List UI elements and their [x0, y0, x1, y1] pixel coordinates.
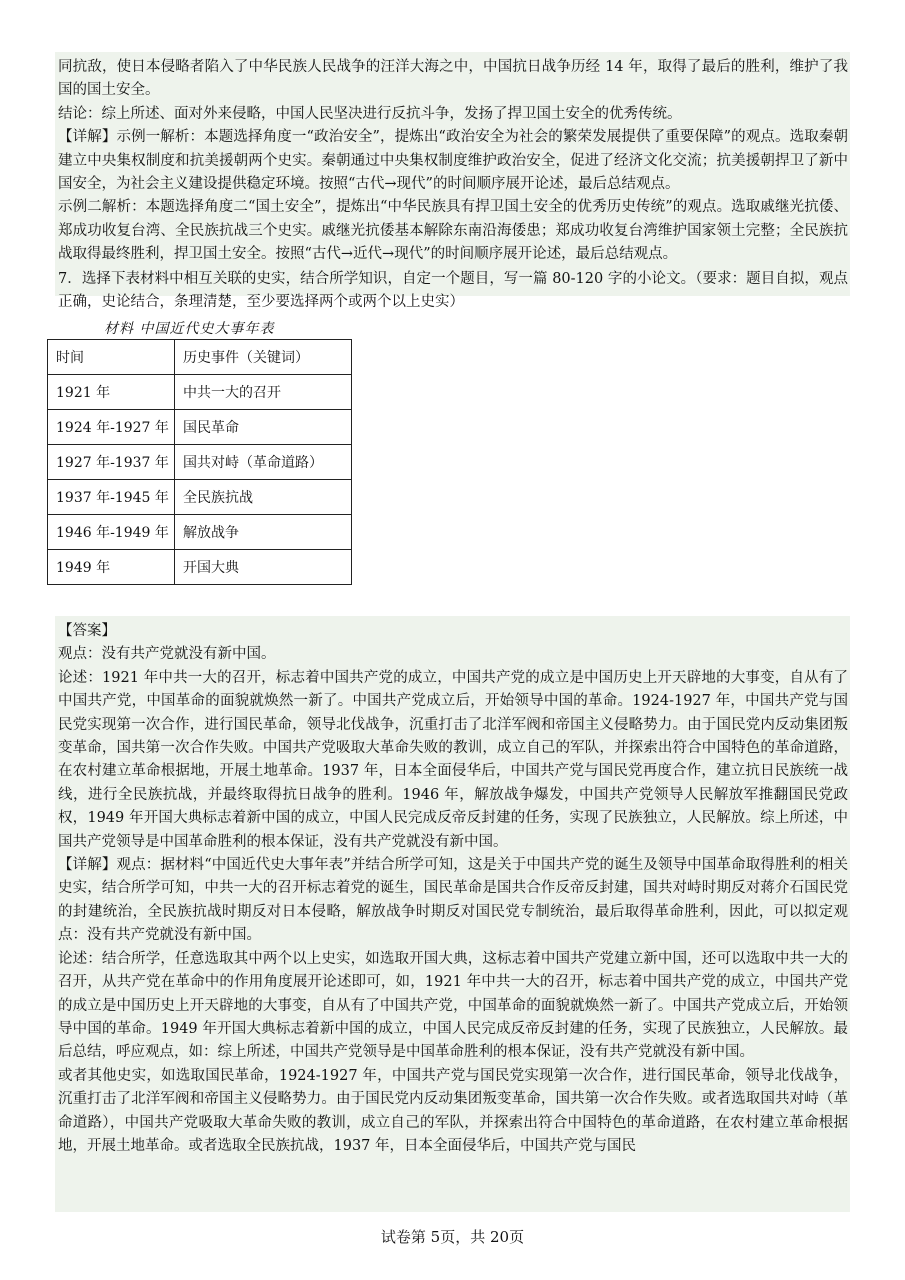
table-row	[48, 515, 352, 550]
material-title: 材料 中国近代史大事年表	[104, 321, 275, 337]
explanation-paragraph: 结论：综上所述、面对外来侵略，中国人民坚决进行反抗斗争，发扬了捍卫国土安全的优秀传统。	[58, 105, 682, 122]
table-header-cell: 时间	[48, 340, 175, 375]
table-cell-time: 1946 年-1949 年	[48, 515, 175, 550]
answer-paragraph: 【详解】观点：据材料“中国近代史大事年表”并结合所学可知，这是关于中国共产党的诞生及领导中国革命取得胜利的相关史实，结合所学可知，中共一大的召开标志着党的诞生，国民革命是国共合作反帝反封建，国共对峙时期反对蒋介石国民党的封建统治，全民族抗战时期反对日本侵略，解放战争时期反对国民党专制统治，最后取得革命胜利，因此，可以拟定观点：没有共产党就没有新中国。	[58, 857, 848, 944]
table-cell-time: 1924 年-1927 年	[48, 410, 175, 445]
table-cell-event: 国民革命	[175, 410, 352, 445]
table-cell-time: 1949 年	[48, 550, 175, 585]
answer-label: 【答案】	[58, 623, 116, 639]
table-header-row	[48, 340, 352, 375]
answer-paragraph: 论述：1921 年中共一大的召开，标志着中国共产党的成立，中国共产党的成立是中国历史上开天辟地的大事变，自从有了中国共产党，中国革命的面貌就焕然一新了。中国共产党成立后，开始领导中国的革命。1924-1927 年，中国共产党与国民党实现第一次合作，进行国民革命，领导北伐战争，沉重打击了北洋军阀和帝国主义侵略势力。由于国民党内反动集团叛变革命，国共第一次合作失败。中国共产党吸取大革命失败的教训，成立自己的军队，并探索出符合中国特色的革命道路，在农村建立革命根据地，开展土地革命。1937 年，日本全面侵华后，中国共产党与国民党再度合作，建立抗日民族统一战线，进行全民族抗战，并最终取得抗日战争的胜利。1946 年，解放战争爆发，中国共产党领导人民解放军推翻国民党政权，1949 年开国大典标志着新中国的成立，中国人民完成反帝反封建的任务，实现了民族独立，人民解放。综上所述，中国共产党领导是中国革命胜利的根本保证，没有共产党就没有新中国。	[58, 669, 848, 850]
table-cell-event: 全民族抗战	[175, 480, 352, 515]
explanation-paragraph: 示例二解析：本题选择角度二“国土安全”，提炼出“中华民族具有捍卫国土安全的优秀历史传统”的观点。选取戚继光抗倭、郑成功收复台湾、全民族抗战三个史实。戚继光抗倭基本解除东南沿海倭患；郑成功收复台湾维护国家领土完整；全民族抗战取得最终胜利，捍卫国土安全。按照“古代→近代→现代”的时间顺序展开论述，最后总结观点。	[58, 199, 848, 263]
table-cell-time: 1927 年-1937 年	[48, 445, 175, 480]
answer-paragraph: 或者其他史实，如选取国民革命，1924-1927 年，中国共产党与国民党实现第一次合作，进行国民革命，领导北伐战争，沉重打击了北洋军阀和帝国主义侵略势力。由于国民党内反动集团叛变革命，国共第一次合作失败。或者选取国共对峙（革命道路），中国共产党吸取大革命失败的教训，成立自己的军队，并探索出符合中国特色的革命道路，在农村建立革命根据地，开展土地革命。或者选取全民族抗战，1937 年，日本全面侵华后，中国共产党与国民	[58, 1067, 848, 1154]
answer-paragraph: 论述：结合所学，任意选取其中两个以上史实，如选取开国大典，这标志着中国共产党建立新中国，还可以选取中共一大的召开，从共产党在革命中的作用角度展开论述即可，如，1921 年中共一大的召开，标志着中国共产党的成立，中国共产党的成立是中国历史上开天辟地的大事变，自从有了中国共产党，中国革命的面貌就焕然一新了。中国共产党成立后，开始领导中国的革命。1949 年开国大典标志着新中国的成立，中国人民完成反帝反封建的任务，实现了民族独立，人民解放。最后总结，呼应观点，如：综上所述，中国共产党领导是中国革命胜利的根本保证，没有共产党就没有新中国。	[58, 950, 848, 1061]
table-cell-time: 1937 年-1945 年	[48, 480, 175, 515]
table-cell-event: 开国大典	[175, 550, 352, 585]
table-cell-event: 中共一大的召开	[175, 375, 352, 410]
top-explanation	[58, 56, 848, 267]
explanation-paragraph: 同抗敌，使日本侵略者陷入了中华民族人民战争的汪洋大海之中，中国抗日战争历经 14 年，取得了最后的胜利，维护了我国的国土安全。	[58, 59, 848, 99]
table-row	[48, 550, 352, 585]
table-row	[48, 480, 352, 515]
answer-paragraph: 观点：没有共产党就没有新中国。	[58, 646, 276, 663]
table-row	[48, 445, 352, 480]
table-row	[48, 375, 352, 410]
question-text: 7．选择下表材料中相互关联的史实，结合所学知识，自定一个题目，写一篇 80-120 字的小论文。（要求：题目自拟，观点正确，史论结合，条理清楚，至少要选择两个或两个以上史实）	[58, 271, 848, 311]
table-cell-event: 国共对峙（革命道路）	[175, 445, 352, 480]
page-footer: 试卷第 5页，共 20页	[380, 1228, 525, 1246]
table-header-cell: 历史事件（关键词）	[175, 340, 352, 375]
table-cell-event: 解放战争	[175, 515, 352, 550]
question-7	[58, 268, 848, 315]
table-row	[48, 410, 352, 445]
explanation-paragraph: 【详解】示例一解析：本题选择角度一“政治安全”，提炼出“政治安全为社会的繁荣发展提供了重要保障”的观点。选取秦朝建立中央集权制度和抗美援朝两个史实。秦朝通过中央集权制度维护政治安全，促进了经济文化交流；抗美援朝捍卫了新中国安全，为社会主义建设提供稳定环境。按照“古代→现代”的时间顺序展开论述，最后总结观点。	[58, 129, 848, 193]
answer-section	[58, 620, 848, 1158]
events-table	[47, 339, 352, 585]
table-cell-time: 1921 年	[48, 375, 175, 410]
